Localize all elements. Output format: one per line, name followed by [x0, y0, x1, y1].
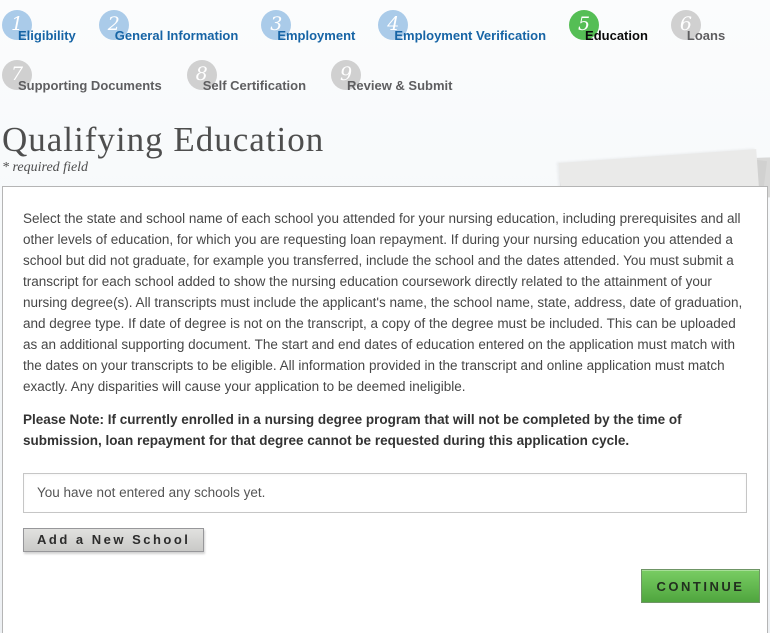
step-eligibility[interactable]	[2, 10, 76, 52]
step-general-information[interactable]	[99, 10, 239, 52]
step-loans	[671, 10, 725, 52]
add-new-school-button[interactable]: Add a New School	[23, 528, 204, 552]
step-label: Employment Verification	[394, 28, 547, 43]
step-label: Education	[585, 28, 648, 43]
step-label: Loans	[686, 28, 726, 43]
step-number-badge: 9	[331, 60, 361, 90]
step-label: Employment	[277, 28, 356, 43]
page-title: Qualifying Education	[2, 120, 325, 159]
step-number-badge: 5	[569, 10, 599, 40]
step-number-badge: 6	[671, 10, 701, 40]
step-label: Self Certification	[202, 78, 307, 93]
please-note-text: Please Note: If currently enrolled in a nursing degree program that will not be completed by the time of submission, loan repayment for that degree cannot be requested during this application cycle.	[23, 412, 682, 448]
step-number-badge: 3	[261, 10, 291, 40]
step-number-badge: 7	[2, 60, 32, 90]
step-education[interactable]	[569, 10, 648, 52]
education-instructions-text: Select the state and school name of each school you attended for your nursing education, including prerequisites and all other levels of education, for which you are requesting loan repayment. If during your nursing education you attended a school but did not graduate, for example you transferred, include the school and the dates attended. You must submit a transcript for each school added to show the nursing education coursework directly related to the attainment of your nursing degree(s). All transcripts must include the applicant's name, the school name, state, address, date of graduation, and degree type. If date of degree is not on the transcript, a copy of the degree must be included. This can be uploaded as an additional supporting document. The start and end dates of education entered on the application must match with the dates on your transcripts to be eligible. All information provided in the transcript and online application must match exactly. Any disparities will cause your application to be deemed ineligible.	[23, 211, 743, 394]
step-label: Eligibility	[18, 28, 76, 43]
empty-schools-message: You have not entered any schools yet.	[37, 485, 266, 500]
step-supporting-documents	[2, 60, 162, 102]
step-label: General Information	[114, 28, 239, 43]
step-number-badge: 4	[378, 10, 408, 40]
required-field-note: * required field	[2, 160, 89, 175]
schools-list-empty-box	[23, 473, 747, 513]
step-number-badge: 1	[2, 10, 32, 40]
content-panel	[2, 186, 768, 633]
step-label: Review & Submit	[347, 78, 453, 93]
step-number-badge: 8	[187, 60, 217, 90]
step-self-certification	[187, 60, 306, 102]
step-number-badge: 2	[99, 10, 129, 40]
step-employment[interactable]	[261, 10, 355, 52]
page-header	[2, 120, 324, 176]
step-nav-row-2	[2, 60, 452, 102]
step-label: Supporting Documents	[18, 78, 162, 93]
step-nav-row-1	[2, 10, 725, 52]
continue-button[interactable]: CONTINUE	[641, 569, 760, 603]
step-employment-verification[interactable]	[378, 10, 546, 52]
step-review-submit	[331, 60, 452, 102]
